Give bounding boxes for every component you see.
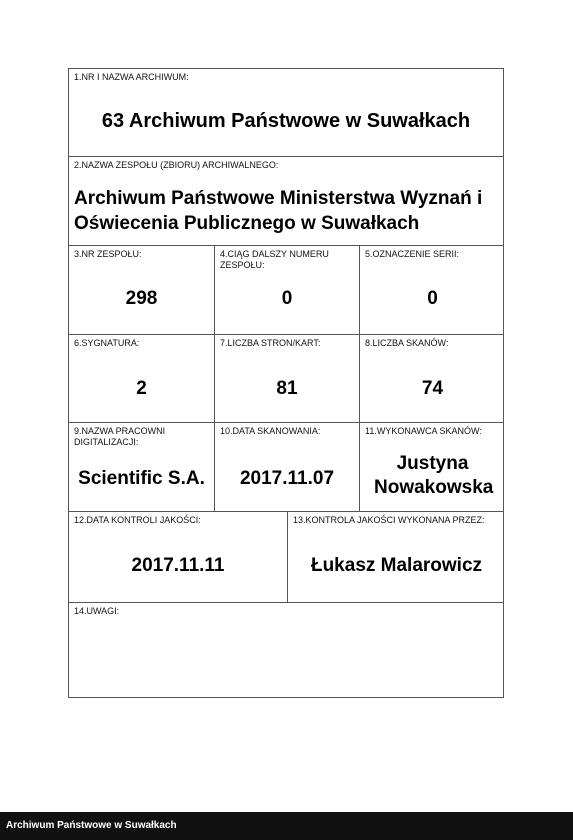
- remarks-label: 14.UWAGI:: [74, 606, 120, 616]
- scan-date-value: 2017.11.07: [239, 468, 335, 489]
- cell-collection-number: [69, 246, 214, 334]
- row-quality-control: [69, 512, 503, 603]
- page-count-value: 81: [276, 378, 298, 399]
- signature-value: 2: [136, 378, 147, 399]
- collection-name-value: Archiwum Państwowe Ministerstwa Wyznań i Oświecenia Publicznego w Suwałkach: [74, 188, 483, 234]
- row-digitization: [69, 423, 503, 512]
- series-designation-value: 0: [427, 288, 438, 309]
- cell-page-count: [214, 335, 359, 422]
- cell-signature: [69, 335, 214, 422]
- qc-operator-value: Łukasz Malarowicz: [310, 555, 483, 576]
- number-continuation-label: 4.CIĄG DALSZY NUMERU ZESPOŁU:: [220, 249, 329, 270]
- cell-scan-date: [214, 423, 359, 511]
- row-collection-name: [69, 157, 503, 246]
- digitization-lab-value: Scientific S.A.: [78, 468, 205, 489]
- digitization-lab-label: 9.NAZWA PRACOWNI DIGITALIZACJI:: [74, 426, 166, 447]
- row-archive: [69, 69, 503, 157]
- row-remarks: [69, 603, 503, 699]
- collection-number-value: 298: [125, 288, 158, 309]
- cell-series-designation: [359, 246, 505, 334]
- archive-label: 1.NR I NAZWA ARCHIWUM:: [74, 72, 189, 82]
- cell-remarks: [69, 603, 503, 699]
- cell-qc-operator: [287, 512, 505, 602]
- signature-label: 6.SYGNATURA:: [74, 338, 140, 348]
- cell-digitization-lab: [69, 423, 214, 511]
- scan-operator-label: 11.WYKONAWCA SKANÓW:: [365, 426, 482, 436]
- archive-value: 63 Archiwum Państwowe w Suwałkach: [101, 110, 471, 132]
- cell-scan-count: [359, 335, 505, 422]
- cell-number-continuation: [214, 246, 359, 334]
- page-count-label: 7.LICZBA STRON/KART:: [220, 338, 321, 348]
- cell-archive: [69, 69, 503, 156]
- metrics-form: [68, 68, 504, 698]
- collection-number-label: 3.NR ZESPOŁU:: [74, 249, 142, 259]
- row-collection-numbers: [69, 246, 503, 335]
- cell-qc-date: [69, 512, 287, 602]
- scan-operator-value: Justyna Nowakowska: [374, 453, 494, 498]
- cell-collection-name: [69, 157, 503, 245]
- cell-scan-operator: [359, 423, 505, 511]
- collection-name-label: 2.NAZWA ZESPOŁU (ZBIORU) ARCHIWALNEGO:: [74, 160, 279, 170]
- qc-date-label: 12.DATA KONTROLI JAKOŚCI:: [74, 515, 201, 525]
- qc-date-value: 2017.11.11: [131, 555, 225, 576]
- series-designation-label: 5.OZNACZENIE SERII:: [365, 249, 460, 259]
- qc-operator-label: 13.KONTROLA JAKOŚCI WYKONANA PRZEZ:: [293, 515, 485, 525]
- number-continuation-value: 0: [281, 288, 293, 309]
- scan-count-value: 74: [421, 378, 444, 399]
- row-signature: [69, 335, 503, 423]
- footer-text: Archiwum Państwowe w Suwałkach: [6, 820, 177, 831]
- scan-date-label: 10.DATA SKANOWANIA:: [220, 426, 321, 436]
- scan-count-label: 8.LICZBA SKANÓW:: [365, 338, 449, 348]
- footer-bar: [0, 812, 573, 840]
